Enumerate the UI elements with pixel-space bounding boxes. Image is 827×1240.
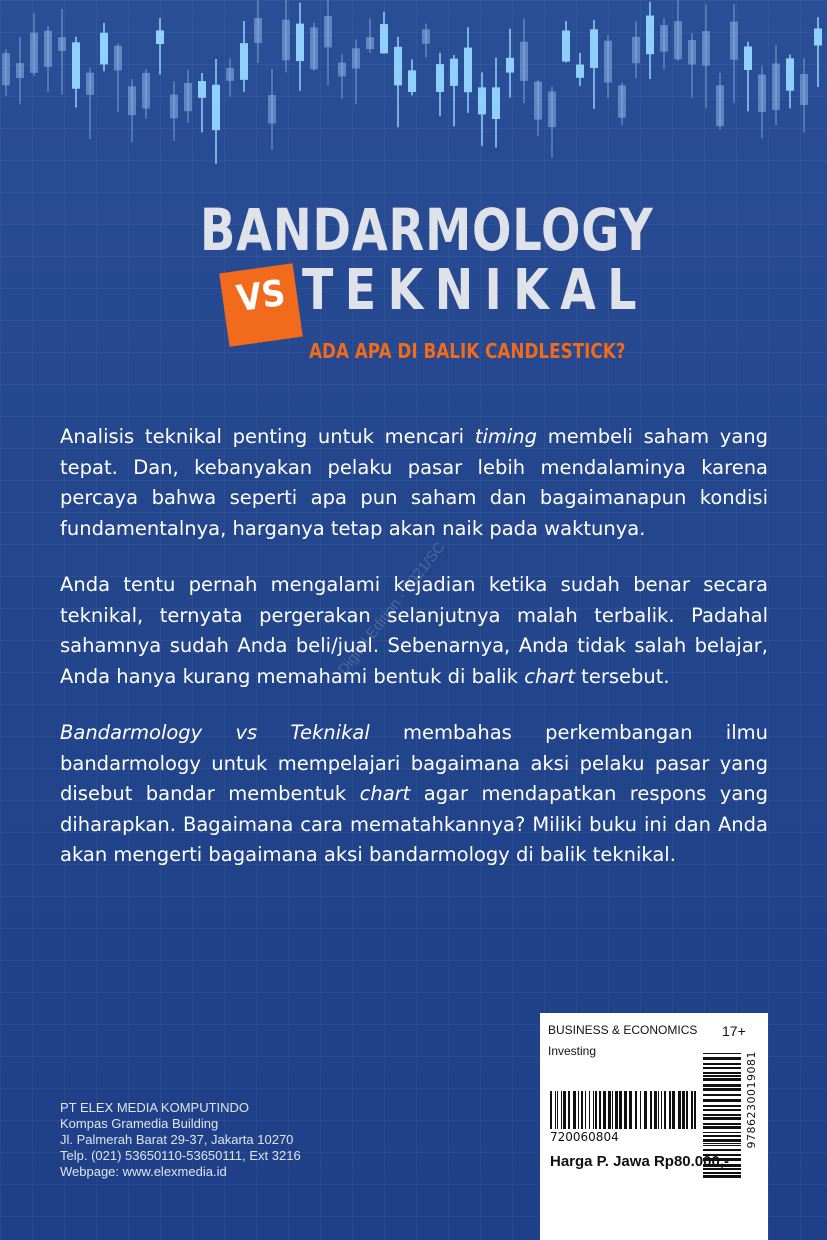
price-label: Harga P. Jawa Rp80.000,- bbox=[550, 1153, 729, 1170]
barcode-bar bbox=[578, 1091, 579, 1129]
italic-text: chart bbox=[524, 664, 575, 688]
blurb-paragraph-1 bbox=[60, 422, 768, 544]
barcode-bar bbox=[703, 1175, 741, 1178]
candle-body bbox=[590, 29, 598, 68]
candle-body bbox=[716, 85, 724, 126]
barcode-bar bbox=[703, 1109, 741, 1111]
candle-body bbox=[688, 40, 696, 64]
candle-body bbox=[142, 73, 150, 109]
candle-body bbox=[744, 46, 752, 70]
barcode-bar bbox=[682, 1091, 685, 1129]
candle-body bbox=[646, 15, 654, 54]
barcode-bar bbox=[703, 1078, 741, 1081]
candle-body bbox=[100, 33, 108, 65]
italic-text: chart bbox=[359, 782, 411, 805]
italic-text: timing bbox=[474, 425, 538, 448]
barcode-bar bbox=[703, 1075, 741, 1077]
candle-body bbox=[324, 16, 332, 47]
barcode-number: 720060804 bbox=[550, 1130, 619, 1144]
barcode-bar bbox=[703, 1132, 741, 1133]
candle-body bbox=[212, 85, 220, 130]
barcode-bar bbox=[703, 1057, 741, 1060]
text-run: membeli saham yang tepat. Dan, kebanyakan pelaku pasar lebih mendalaminya karena percaya bahwa seperti apa pun saham dan bagaimanapun kondisi fundamentalnya, harganya tetap akan naik pada waktunya. bbox=[60, 425, 768, 540]
candle-body bbox=[450, 59, 458, 86]
candle-body bbox=[534, 82, 542, 120]
candle-body bbox=[30, 33, 38, 73]
text-run: agar mendapatkan respons yang diharapkan. Bagaimana cara mematahkannya? Miliki buku ini dan Anda akan mengerti bagaimana aksi bandarmology di balik teknikal. bbox=[60, 782, 769, 866]
barcode-bar bbox=[703, 1099, 741, 1102]
barcode-bar bbox=[694, 1091, 696, 1129]
candle-body bbox=[44, 31, 52, 67]
barcode-bar bbox=[703, 1084, 741, 1087]
candle-body bbox=[296, 24, 304, 61]
candle-body bbox=[2, 53, 10, 85]
candle-body bbox=[268, 95, 276, 123]
candle-body bbox=[352, 48, 360, 68]
text-run: Analisis teknikal penting untuk mencari bbox=[60, 425, 475, 448]
barcode-bar bbox=[599, 1091, 601, 1129]
barcode-bar bbox=[703, 1145, 741, 1146]
candle-body bbox=[674, 21, 682, 59]
watermark: Digital Edition · 2021/SC bbox=[334, 538, 449, 679]
publisher-info bbox=[60, 1100, 301, 1180]
barcode-bar bbox=[691, 1091, 693, 1129]
barcode-bar bbox=[619, 1091, 622, 1129]
barcode-bar bbox=[703, 1126, 741, 1129]
barcode-bar bbox=[703, 1105, 741, 1107]
candle-body bbox=[478, 87, 486, 114]
barcode-bar bbox=[703, 1114, 741, 1116]
candle-body bbox=[86, 73, 94, 95]
candle-body bbox=[604, 41, 612, 83]
subtitle: ADA APA DI BALIK CANDLESTICK? bbox=[309, 339, 626, 363]
barcode-bar bbox=[686, 1091, 688, 1129]
barcode-bar bbox=[557, 1091, 558, 1129]
barcode-bar bbox=[612, 1091, 613, 1129]
candle-body bbox=[492, 87, 500, 119]
candle-body bbox=[128, 86, 136, 115]
candle-body bbox=[730, 22, 738, 60]
barcode-bar bbox=[589, 1091, 590, 1129]
candle-body bbox=[576, 65, 584, 78]
candle-body bbox=[310, 27, 318, 69]
barcode-bar bbox=[573, 1091, 576, 1129]
candle-body bbox=[170, 95, 178, 119]
barcode-bar bbox=[669, 1091, 671, 1129]
candle-body bbox=[16, 63, 24, 78]
candle-body bbox=[254, 18, 262, 43]
barcode-bar bbox=[563, 1091, 566, 1129]
publisher-phone: Telp. (021) 53650110-53650111, Ext 3216 bbox=[60, 1148, 301, 1163]
barcode-bar bbox=[555, 1091, 556, 1129]
barcode-bar bbox=[654, 1091, 657, 1129]
barcode-bar bbox=[650, 1091, 652, 1129]
barcode-bar bbox=[672, 1091, 675, 1129]
barcode-bar bbox=[640, 1091, 641, 1129]
candle-body bbox=[394, 47, 402, 86]
barcode-bar bbox=[561, 1091, 562, 1129]
barcode-bar bbox=[703, 1143, 741, 1144]
candle-body bbox=[366, 37, 374, 49]
barcode-bar bbox=[658, 1091, 659, 1129]
barcode-bar bbox=[703, 1139, 741, 1142]
candle-body bbox=[548, 91, 556, 127]
candle-body bbox=[814, 28, 822, 45]
publisher-address: Jl. Palmerah Barat 29-37, Jakarta 10270 bbox=[60, 1132, 294, 1147]
barcode-panel bbox=[540, 1013, 768, 1240]
barcode-age-rating: 17+ bbox=[722, 1023, 746, 1039]
candle-body bbox=[800, 74, 808, 105]
candle-body bbox=[772, 63, 780, 110]
barcode-bar bbox=[678, 1091, 681, 1129]
text-run: Anda tentu pernah mengalami kejadian ketika sudah benar secara teknikal, ternyata pergerakan selanjutnya malah terbalik. Padahal sahamnya sudah Anda beli/jual. Sebenarnya, Anda tidak salah belajar, Anda hanya kurang memahami bentuk di balik bbox=[60, 573, 768, 688]
barcode-bar bbox=[629, 1091, 632, 1129]
candle-body bbox=[520, 42, 528, 81]
barcode-bar bbox=[703, 1063, 741, 1065]
barcode-bar bbox=[635, 1091, 637, 1129]
candle-body bbox=[464, 48, 472, 93]
candle-body bbox=[562, 31, 570, 62]
candle-body bbox=[338, 63, 346, 77]
candle-body bbox=[380, 24, 388, 53]
barcode-bar bbox=[703, 1072, 741, 1074]
candle-body bbox=[632, 37, 640, 63]
barcode-subcategory: Investing bbox=[548, 1044, 597, 1058]
title-line-1: BANDARMOLOGY bbox=[200, 196, 654, 264]
isbn-number: 9786230019081 bbox=[745, 1051, 758, 1149]
barcode-bar bbox=[593, 1091, 594, 1129]
barcode-bar bbox=[664, 1091, 666, 1129]
publisher-building: Kompas Gramedia Building bbox=[60, 1116, 219, 1131]
barcode-bar bbox=[595, 1091, 597, 1129]
barcode-bar bbox=[703, 1067, 741, 1069]
barcode-bar bbox=[581, 1091, 583, 1129]
barcode-bar bbox=[550, 1091, 552, 1129]
candle-body bbox=[114, 46, 122, 71]
candlestick-decoration bbox=[0, 0, 827, 200]
candle-body bbox=[156, 30, 164, 44]
barcode-bar bbox=[608, 1091, 611, 1129]
barcode-bar bbox=[703, 1094, 741, 1096]
candle-body bbox=[422, 29, 430, 43]
candle-body bbox=[198, 81, 206, 98]
title-line-2: TEKNIKAL bbox=[302, 258, 649, 323]
candle-body bbox=[618, 85, 626, 117]
candle-body bbox=[226, 68, 234, 81]
barcode-bar bbox=[644, 1091, 647, 1129]
barcode-bar bbox=[703, 1117, 741, 1120]
barcode-horizontal bbox=[550, 1091, 698, 1129]
barcode-bar bbox=[703, 1172, 741, 1174]
publisher-web: Webpage: www.elexmedia.id bbox=[60, 1164, 227, 1179]
barcode-category: BUSINESS & ECONOMICS bbox=[548, 1023, 698, 1037]
barcode-bar bbox=[703, 1053, 741, 1054]
candle-body bbox=[660, 25, 668, 52]
barcode-bar bbox=[603, 1091, 606, 1129]
blurb-paragraph-3 bbox=[60, 718, 768, 871]
text-run: tersebut. bbox=[574, 664, 670, 688]
barcode-bar bbox=[703, 1123, 741, 1125]
candle-body bbox=[282, 20, 290, 61]
text-run: membahas perkembangan ilmu bandarmology untuk mempelajari bagaimana aksi pelaku pasar yang disebut bandar membentuk bbox=[60, 721, 768, 805]
barcode-bar bbox=[703, 1088, 741, 1091]
barcode-bar bbox=[661, 1091, 662, 1129]
barcode-bar bbox=[703, 1149, 741, 1151]
italic-text: Bandarmology vs Teknikal bbox=[60, 721, 370, 744]
barcode-bar bbox=[615, 1091, 618, 1129]
candle-body bbox=[758, 74, 766, 111]
candle-body bbox=[786, 58, 794, 90]
barcode-bar bbox=[703, 1135, 741, 1137]
candle-body bbox=[58, 37, 66, 51]
candle-body bbox=[436, 64, 444, 92]
candle-body bbox=[408, 70, 416, 92]
vs-label: VS bbox=[234, 272, 288, 321]
barcode-bar bbox=[624, 1091, 627, 1129]
candle-body bbox=[72, 42, 80, 88]
candle-body bbox=[506, 58, 514, 73]
barcode-bar bbox=[585, 1091, 586, 1129]
publisher-name: PT ELEX MEDIA KOMPUTINDO bbox=[60, 1100, 250, 1115]
barcode-bar bbox=[568, 1091, 570, 1129]
candle-body bbox=[184, 83, 192, 111]
candle-body bbox=[702, 31, 710, 66]
candle-body bbox=[240, 43, 248, 80]
